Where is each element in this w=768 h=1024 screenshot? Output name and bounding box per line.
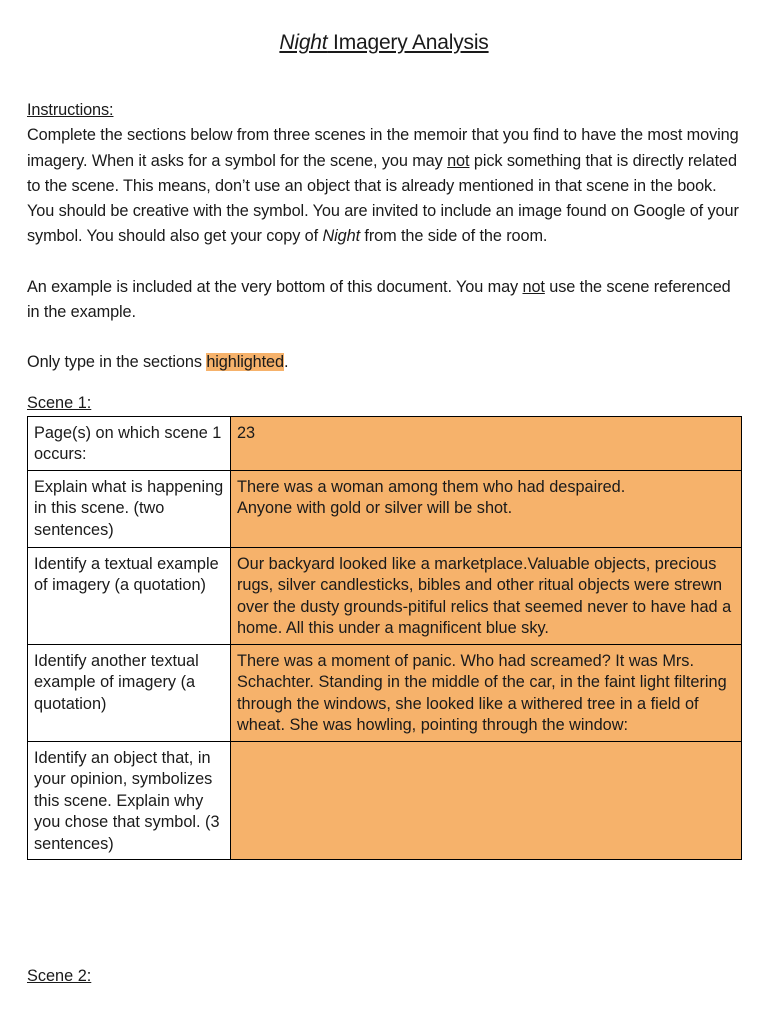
answer-explain-line-2: Anyone with gold or silver will be shot. <box>237 499 513 518</box>
p2-text-a: An example is included at the very bottom of this document. You may <box>27 277 523 296</box>
p1-night: Night <box>322 227 360 246</box>
p1-text-c: from the side of the room. <box>360 227 548 246</box>
scene-1-table <box>27 416 742 861</box>
instructions-heading: Instructions: <box>27 101 114 119</box>
document-title <box>27 28 741 58</box>
instructions-paragraph-3 <box>27 350 741 375</box>
answer-symbol[interactable] <box>231 741 742 860</box>
answer-explain[interactable] <box>231 470 742 547</box>
highlight-sample: highlighted <box>206 353 284 372</box>
table-row <box>28 644 742 741</box>
title-rest: Imagery Analysis <box>327 31 489 54</box>
instructions-paragraph-2 <box>27 275 741 326</box>
p1-text-a: Complete the sections below from three scenes in the memoir that you find to have the most moving imagery. When it asks for a symbol for the scene, you may <box>27 126 739 170</box>
question-pages: Page(s) on which scene 1 occurs: <box>28 416 231 470</box>
answer-imagery-2[interactable]: There was a moment of panic. Who had screamed? It was Mrs. Schachter. Standing in the middle of the car, in the faint light filtering through the windows, she looked like a withered tree in a field of wheat. She was howling, pointing through the window: <box>231 644 742 741</box>
p1-not: not <box>447 151 470 170</box>
p2-not: not <box>522 277 545 296</box>
question-imagery-1: Identify a textual example of imagery (a quotation) <box>28 547 231 644</box>
instructions-paragraph-1 <box>27 123 741 249</box>
document-page <box>27 28 741 860</box>
question-explain: Explain what is happening in this scene. (two sentences) <box>28 470 231 547</box>
table-row <box>28 547 742 644</box>
answer-explain-line-1: There was a woman among them who had despaired. <box>237 477 626 496</box>
scene-1-label: Scene 1: <box>27 393 92 412</box>
p3-text-b: . <box>283 353 289 372</box>
answer-pages[interactable]: 23 <box>231 416 742 470</box>
p1-text-b: pick something that is directly related to the scene. This means, don’t use an object that is already mentioned in that scene in the book. You should be creative with the symbol. You are invited to include an image found on Google of your symbol. You should also get your copy of <box>27 151 739 246</box>
question-symbol: Identify an object that, in your opinion, symbolizes this scene. Explain why you chose that symbol. (3 sentences) <box>28 741 231 860</box>
table-row <box>28 741 742 860</box>
table-row <box>28 416 742 470</box>
scene-2-label: Scene 2: <box>27 967 92 985</box>
p3-text-a: Only type in the sections <box>27 353 207 372</box>
p2-text-b: use the scene referenced in the example. <box>27 277 731 322</box>
title-italic: Night <box>279 31 328 54</box>
answer-imagery-1[interactable]: Our backyard looked like a marketplace.Valuable objects, precious rugs, silver candlesticks, bibles and other ritual objects were strewn over the dusty grounds-pitiful relics that seemed never to have had a home. All this under a magnificent blue sky. <box>231 547 742 644</box>
table-row <box>28 470 742 547</box>
question-imagery-2: Identify another textual example of imagery (a quotation) <box>28 644 231 741</box>
